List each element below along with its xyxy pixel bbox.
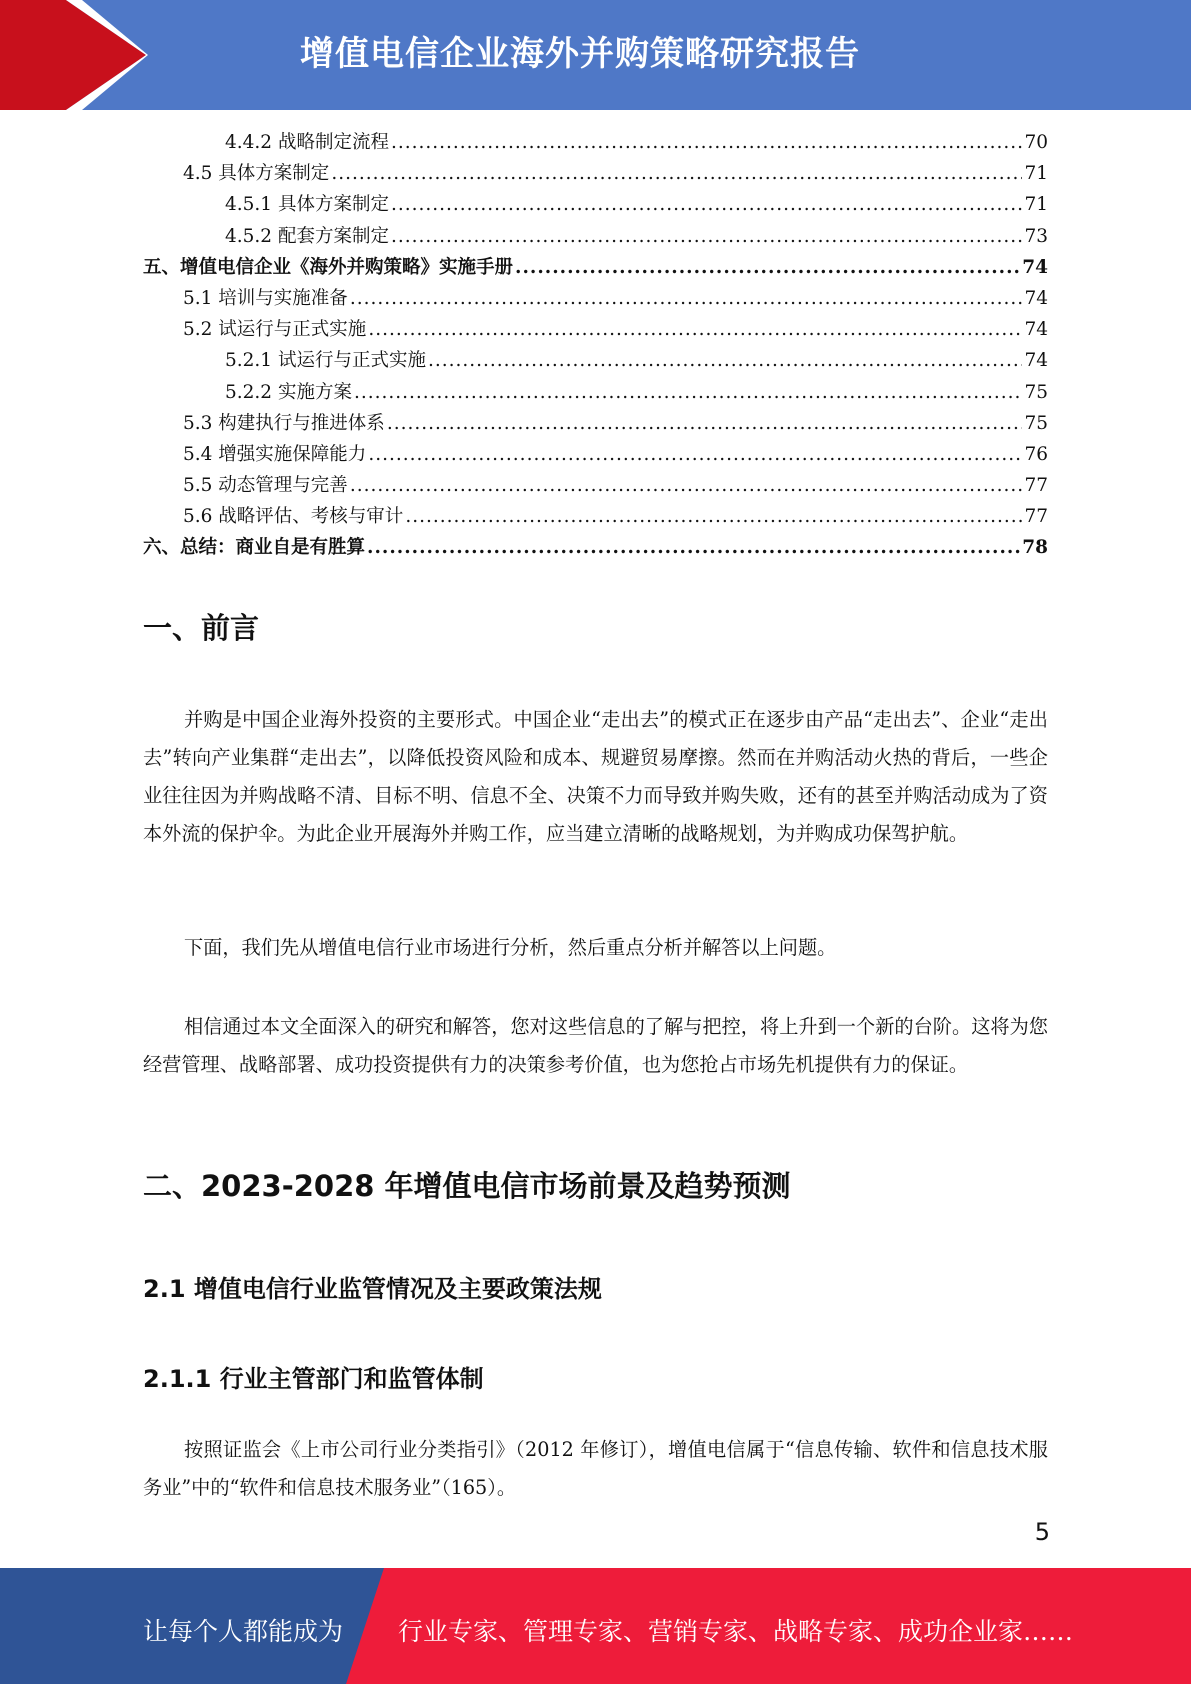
page-number: 5	[1034, 1518, 1050, 1546]
preface-paragraph-2: 下面，我们先从增值电信行业市场进行分析，然后重点分析并解答以上问题。	[184, 936, 837, 959]
toc-entry[interactable]	[143, 159, 1048, 190]
toc-entry-page: 76	[1024, 443, 1048, 465]
toc-entry-label: 4.4.2 战略制定流程	[225, 132, 389, 153]
toc-leader-dots	[350, 288, 1023, 309]
toc-entry-page: 71	[1024, 194, 1048, 216]
heading-authority: 2.1.1 行业主管部门和监管体制	[143, 1365, 484, 1393]
footer-slogan-left: 让每个人都能成为	[143, 1617, 344, 1646]
toc-entry-label: 4.5 具体方案制定	[183, 163, 330, 185]
toc-entry[interactable]	[143, 502, 1048, 533]
toc-leader-dots	[428, 350, 1022, 371]
toc-entry-label: 4.5.2 配套方案制定	[225, 225, 389, 247]
toc-entry-page: 74	[1024, 287, 1048, 309]
toc-leader-dots	[391, 226, 1022, 247]
toc-entry-label: 5.5 动态管理与完善	[183, 475, 348, 497]
toc-leader-dots	[405, 506, 1022, 527]
toc-entry-page: 75	[1024, 381, 1048, 403]
toc-entry-page: 71	[1024, 163, 1048, 185]
toc-entry[interactable]	[143, 190, 1048, 221]
footer-slogan-right: 行业专家、管理专家、营销专家、战略专家、成功企业家……	[398, 1617, 1074, 1646]
toc-leader-dots	[368, 319, 1022, 340]
toc-leader-dots	[368, 444, 1022, 465]
preface-paragraph-3: 相信通过本文全面深入的研究和解答，您对这些信息的了解与把控，将上升到一个新的台阶。这将为您经营管理、战略部署、成功投资提供有力的决策参考价值，也为您抢占市场先机提供有力的保证。	[143, 1015, 1048, 1076]
toc-entry-label: 5.2.1 试运行与正式实施	[225, 350, 426, 372]
toc-entry[interactable]	[143, 346, 1048, 377]
heading-regulation: 2.1 增值电信行业监管情况及主要政策法规	[143, 1275, 602, 1303]
toc-entry-label: 5.6 战略评估、考核与审计	[183, 506, 404, 528]
toc-leader-dots	[331, 163, 1022, 184]
toc-leader-dots	[350, 475, 1023, 496]
toc-entry[interactable]	[143, 471, 1048, 502]
heading-market-outlook: 二、2023-2028 年增值电信市场前景及趋势预测	[143, 1169, 791, 1203]
toc-entry[interactable]	[143, 533, 1048, 564]
toc-entry-label: 5.4 增强实施保障能力	[183, 443, 367, 465]
toc-entry-page: 70	[1024, 132, 1048, 153]
toc-entry[interactable]	[143, 378, 1048, 409]
toc-entry-page: 74	[1024, 319, 1048, 341]
toc-entry-label: 5.2.2 实施方案	[225, 381, 352, 403]
toc-leader-dots	[391, 132, 1022, 153]
toc-entry[interactable]	[143, 284, 1048, 315]
toc-entry-label: 4.5.1 具体方案制定	[225, 194, 389, 216]
toc-entry-page: 78	[1022, 537, 1048, 559]
toc-entry-label: 5.1 培训与实施准备	[183, 287, 348, 309]
toc-entry-label: 5.2 试运行与正式实施	[183, 319, 367, 341]
table-of-contents	[143, 128, 1048, 565]
toc-leader-dots	[354, 382, 1023, 403]
toc-leader-dots	[387, 413, 1023, 434]
toc-entry-page: 77	[1024, 475, 1048, 497]
page-footer	[0, 1568, 1191, 1684]
toc-entry-label: 六、总结：商业自是有胜算	[143, 537, 366, 559]
toc-entry[interactable]	[143, 409, 1048, 440]
toc-entry[interactable]	[143, 315, 1048, 346]
preface-paragraph-1: 并购是中国企业海外投资的主要形式。中国企业“走出去”的模式正在逐步由产品“走出去”、企业“走出去”转向产业集群“走出去”，以降低投资风险和成本、规避贸易摩擦。然而在并购活动火热的背后，一些企业往往因为并购战略不清、目标不明、信息不全、决策不力而导致并购失败，还有的甚至并购活动成为了资本外流的保护伞。为此企业开展海外并购工作，应当建立清晰的战略规划，为并购成功保驾护航。	[143, 708, 1048, 845]
toc-entry[interactable]	[143, 128, 1048, 159]
heading-preface: 一、前言	[143, 611, 260, 645]
toc-entry-label: 5.3 构建执行与推进体系	[183, 412, 385, 434]
toc-entry-page: 74	[1024, 350, 1048, 372]
header-red-arrow-icon	[0, 0, 160, 110]
page-header	[0, 0, 1191, 110]
report-title: 增值电信企业海外并购策略研究报告	[300, 34, 860, 74]
toc-leader-dots	[515, 257, 1020, 278]
toc-entry-page: 77	[1024, 506, 1048, 528]
toc-entry-label: 五、增值电信企业《海外并购策略》实施手册	[143, 256, 514, 278]
toc-entry-page: 74	[1022, 256, 1048, 278]
toc-entry[interactable]	[143, 440, 1048, 471]
toc-entry-page: 75	[1024, 412, 1048, 434]
toc-entry[interactable]	[143, 253, 1048, 284]
toc-entry[interactable]	[143, 222, 1048, 253]
toc-entry-page: 73	[1024, 225, 1048, 247]
authority-paragraph-1: 按照证监会《上市公司行业分类指引》（2012 年修订），增值电信属于“信息传输、软件和信息技术服务业”中的“软件和信息技术服务业”（165）。	[143, 1438, 1048, 1499]
toc-leader-dots	[391, 194, 1022, 215]
toc-leader-dots	[367, 537, 1020, 558]
